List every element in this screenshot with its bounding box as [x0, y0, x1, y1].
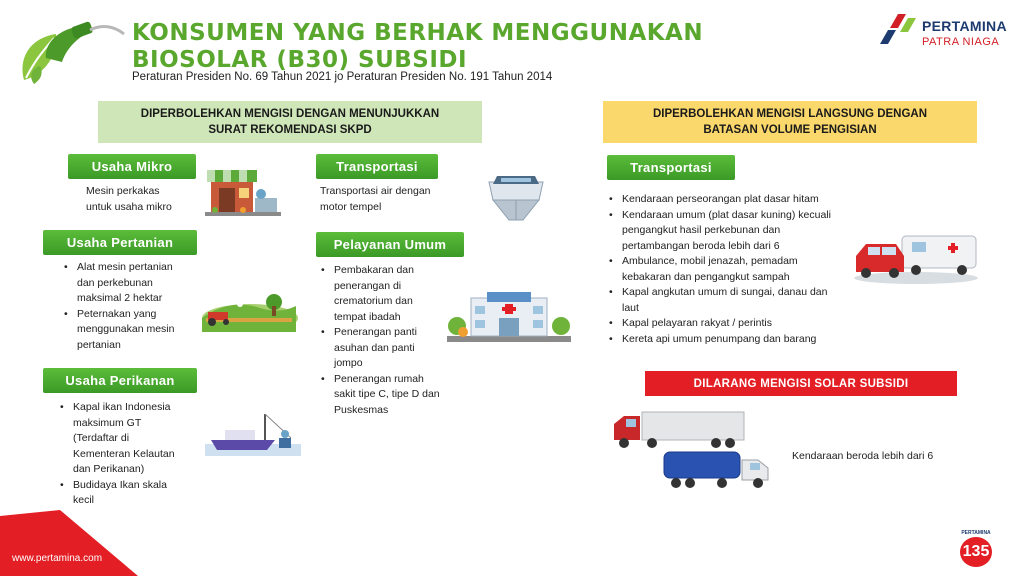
list-item-line: • Peternakan yang	[77, 307, 157, 320]
list-item-line: Puskesmas	[334, 403, 389, 416]
list-item	[608, 332, 856, 348]
usaha-perikanan-list	[59, 400, 199, 509]
fuel-nozzle-leaf-icon	[16, 18, 128, 88]
list-item-line: crematorium dan	[334, 295, 413, 307]
tanker-truck-icon	[662, 450, 770, 490]
category-transportasi-right: Transportasi	[607, 155, 735, 180]
list-item-line: menggunakan mesin	[77, 323, 175, 335]
title-line-1: KONSUMEN YANG BERHAK MENGGUNAKAN	[132, 20, 704, 46]
hospital-building-icon	[447, 288, 571, 344]
list-item-line: dan Perikanan)	[73, 463, 145, 475]
list-item-line: (Terdaftar di	[73, 432, 130, 444]
list-item	[608, 254, 856, 285]
list-item-line: • Penerangan rumah	[334, 372, 424, 385]
transportasi-right-list	[608, 192, 856, 347]
left-section-heading	[98, 101, 482, 143]
category-usaha-mikro: Usaha Mikro	[68, 154, 196, 179]
category-pelayanan-umum: Pelayanan Umum	[316, 232, 464, 257]
regulation-subtitle: Peraturan Presiden No. 69 Tahun 2021 jo Peraturan Presiden No. 191 Tahun 2014	[132, 71, 553, 83]
badge-number: 135	[960, 537, 992, 567]
micro-shop-icon	[203, 164, 283, 218]
anniversary-badge	[956, 530, 996, 572]
list-item-line: dan perkebunan	[77, 276, 153, 289]
ambulance-car-icon	[852, 226, 982, 286]
list-item	[608, 316, 856, 332]
list-item-line: jompo	[334, 357, 363, 369]
list-item-line: asuhan dan panti	[334, 341, 415, 354]
list-item	[608, 285, 856, 316]
right-heading-line-2: BATASAN VOLUME PENGISIAN	[703, 124, 877, 136]
fishing-boat-icon	[205, 410, 301, 460]
transportasi-left-desc-line-1: Transportasi air dengan	[320, 185, 431, 197]
list-item-line: • Kapal pelayaran rakyat / perintis	[622, 317, 772, 329]
list-item	[59, 400, 199, 478]
list-item-line: kebakaran dan pengangkut sampah	[622, 270, 790, 283]
list-item-line: • Ambulance, mobil jenazah, pemadam	[622, 255, 798, 267]
footer-url: www.pertamina.com	[12, 553, 103, 564]
logo-name: PERTAMINA	[922, 18, 1007, 34]
list-item-line: • Kereta api umum penumpang dan barang	[622, 332, 817, 345]
list-item-line: Kementeran Kelautan	[73, 447, 175, 460]
list-item-line: • Kendaraan perseorangan plat dasar hitam	[622, 193, 819, 205]
list-item-line: pertanian	[77, 338, 121, 351]
list-item-line: • Kapal angkutan umum di sungai, danau dan	[622, 286, 828, 298]
category-usaha-perikanan: Usaha Perikanan	[43, 368, 197, 393]
category-transportasi-left: Transportasi	[316, 154, 438, 179]
transportasi-left-desc	[320, 184, 431, 215]
list-item-line: pengangkut hasil perkebunan dan	[622, 224, 781, 236]
list-item-line: laut	[622, 301, 639, 314]
list-item	[608, 208, 856, 255]
list-item-line: maksimal 2 hektar	[77, 292, 163, 304]
list-item-line: tempat ibadah	[334, 310, 401, 323]
container-truck-icon	[612, 410, 746, 450]
list-item-line: • Alat mesin pertanian	[77, 261, 173, 273]
usaha-pertanian-list	[63, 260, 203, 353]
category-usaha-pertanian: Usaha Pertanian	[43, 230, 197, 255]
list-item	[63, 307, 203, 354]
list-item-line: maksimum GT	[73, 416, 142, 429]
list-item-line: kecil	[73, 494, 95, 506]
list-item	[320, 372, 470, 419]
usaha-mikro-desc-line-1: Mesin perkakas	[86, 185, 160, 197]
speedboat-icon	[483, 170, 549, 224]
right-heading-line-1: DIPERBOLEHKAN MENGISI LANGSUNG DENGAN	[652, 108, 928, 120]
prohibited-desc: Kendaraan beroda lebih dari 6	[792, 450, 934, 462]
footer-red-shape	[0, 510, 140, 576]
list-item	[63, 260, 203, 307]
list-item-line: • Kapal ikan Indonesia	[73, 401, 171, 413]
list-item	[59, 478, 199, 509]
farm-tractor-icon	[200, 288, 298, 332]
page-title	[132, 20, 703, 74]
title-line-2: BIOSOLAR (B30) SUBSIDI	[132, 47, 468, 73]
logo-subname: PATRA NIAGA	[922, 36, 1000, 48]
list-item-line: • Budidaya Ikan skala	[73, 478, 167, 491]
transportasi-left-desc-line-2: motor tempel	[320, 200, 382, 213]
left-heading-line-2: SURAT REKOMENDASI SKPD	[208, 124, 372, 136]
left-heading-line-1: DIPERBOLEHKAN MENGISI DENGAN MENUNJUKKAN	[140, 108, 440, 120]
list-item-line: pertambangan beroda lebih dari 6	[622, 239, 780, 252]
list-item-line: • Penerangan panti	[334, 326, 417, 338]
right-section-heading	[603, 101, 977, 143]
list-item-line: • Kendaraan umum (plat dasar kuning) kecuali	[622, 208, 831, 221]
list-item	[608, 192, 856, 208]
prohibited-heading: DILARANG MENGISI SOLAR SUBSIDI	[645, 371, 957, 396]
list-item-line: • Pembakaran dan	[334, 264, 414, 276]
pertamina-logo-icon	[876, 14, 918, 46]
usaha-mikro-desc	[86, 184, 172, 215]
list-item-line: penerangan di	[334, 279, 402, 292]
badge-top-text: PERTAMINA	[961, 530, 991, 536]
usaha-mikro-desc-line-2: untuk usaha mikro	[86, 200, 172, 213]
list-item-line: sakit tipe C, tipe D dan	[334, 388, 440, 400]
